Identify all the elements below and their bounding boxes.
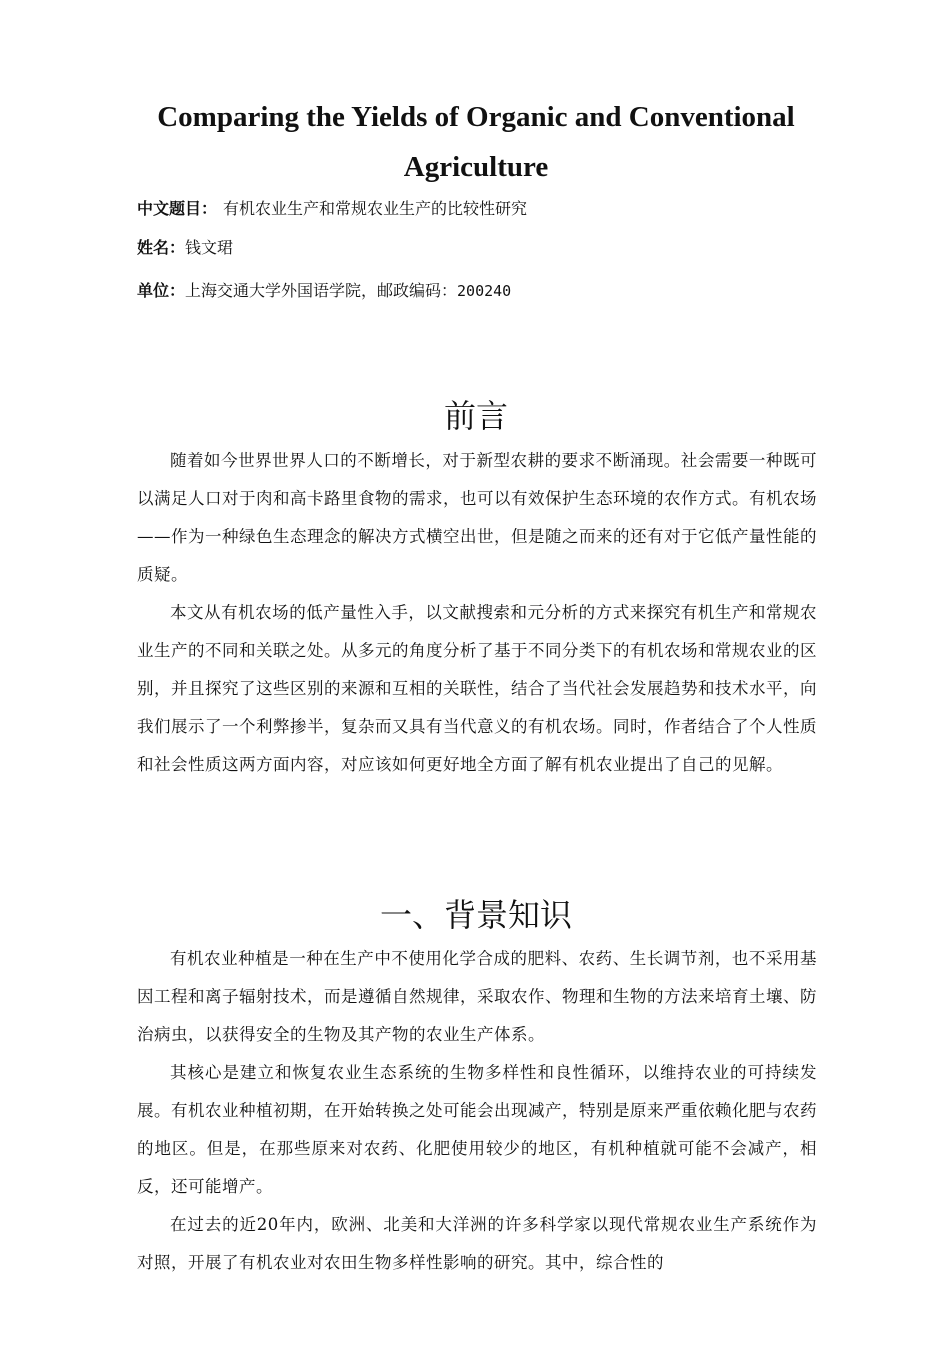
document-title: Comparing the Yields of Organic and Conventional Agriculture <box>157 101 795 183</box>
name-value: 钱文珺 <box>185 238 234 257</box>
unit-value: 上海交通大学外国语学院，邮政编码： <box>185 281 458 300</box>
preface-paragraph: 本文从有机农场的低产量性入手，以文献搜索和元分析的方式来探究有机生产和常规农业生产的不同和关联之处。从多元的角度分析了基于不同分类下的有机农场和常规农业的区别，并且探究了这些区别的来源和互相的关联性，结合了当代社会发展趋势和技术水平，向我们展示了一个利弊掺半，复杂而又具有当代意义的有机农场。同时，作者结合了个人性质和社会性质这两方面内容，对应该如何更好地全方面了解有机农业提出了自己的见解。 <box>137 603 817 774</box>
affiliation-line <box>137 280 511 302</box>
name-label: 姓名： <box>137 238 186 257</box>
preface-paragraph: 随着如今世界世界人口的不断增长，对于新型农耕的要求不断涌现。社会需要一种既可以满足人口对于肉和高卡路里食物的需求，也可以有效保护生态环境的农作方式。有机农场——作为一种绿色生态理念的解决方式横空出世，但是随之而来的还有对于它低产量性能的质疑。 <box>137 451 817 584</box>
chinese-title-value: 有机农业生产和常规农业生产的比较性研究 <box>223 199 528 218</box>
postal-code: 200240 <box>457 282 512 300</box>
unit-label: 单位： <box>137 281 186 300</box>
chinese-title-label: 中文题目： <box>137 199 218 218</box>
chinese-title-line <box>137 198 527 220</box>
section-paragraph: 其核心是建立和恢复农业生态系统的生物多样性和良性循环，以维持农业的可持续发展。有机农业种植初期，在开始转换之处可能会出现减产，特别是原来严重依赖化肥与农药的地区。但是，在那些原来对农药、化肥使用较少的地区，有机种植就可能不会减产，相反，还可能增产。 <box>137 1063 817 1196</box>
section-paragraph: 在过去的近20年内，欧洲、北美和大洋洲的许多科学家以现代常规农业生产系统作为对照，开展了有机农业对农田生物多样性影响的研究。其中，综合性的 <box>137 1215 817 1272</box>
section-heading: 一、背景知识 <box>379 896 572 934</box>
author-name-line <box>137 237 233 259</box>
section-paragraph: 有机农业种植是一种在生产中不使用化学合成的肥料、农药、生长调节剂，也不采用基因工程和离子辐射技术，而是遵循自然规律，采取农作、物理和生物的方法来培育土壤、防治病虫，以获得安全的生物及其产物的农业生产体系。 <box>137 949 817 1044</box>
preface-heading: 前言 <box>443 397 508 435</box>
